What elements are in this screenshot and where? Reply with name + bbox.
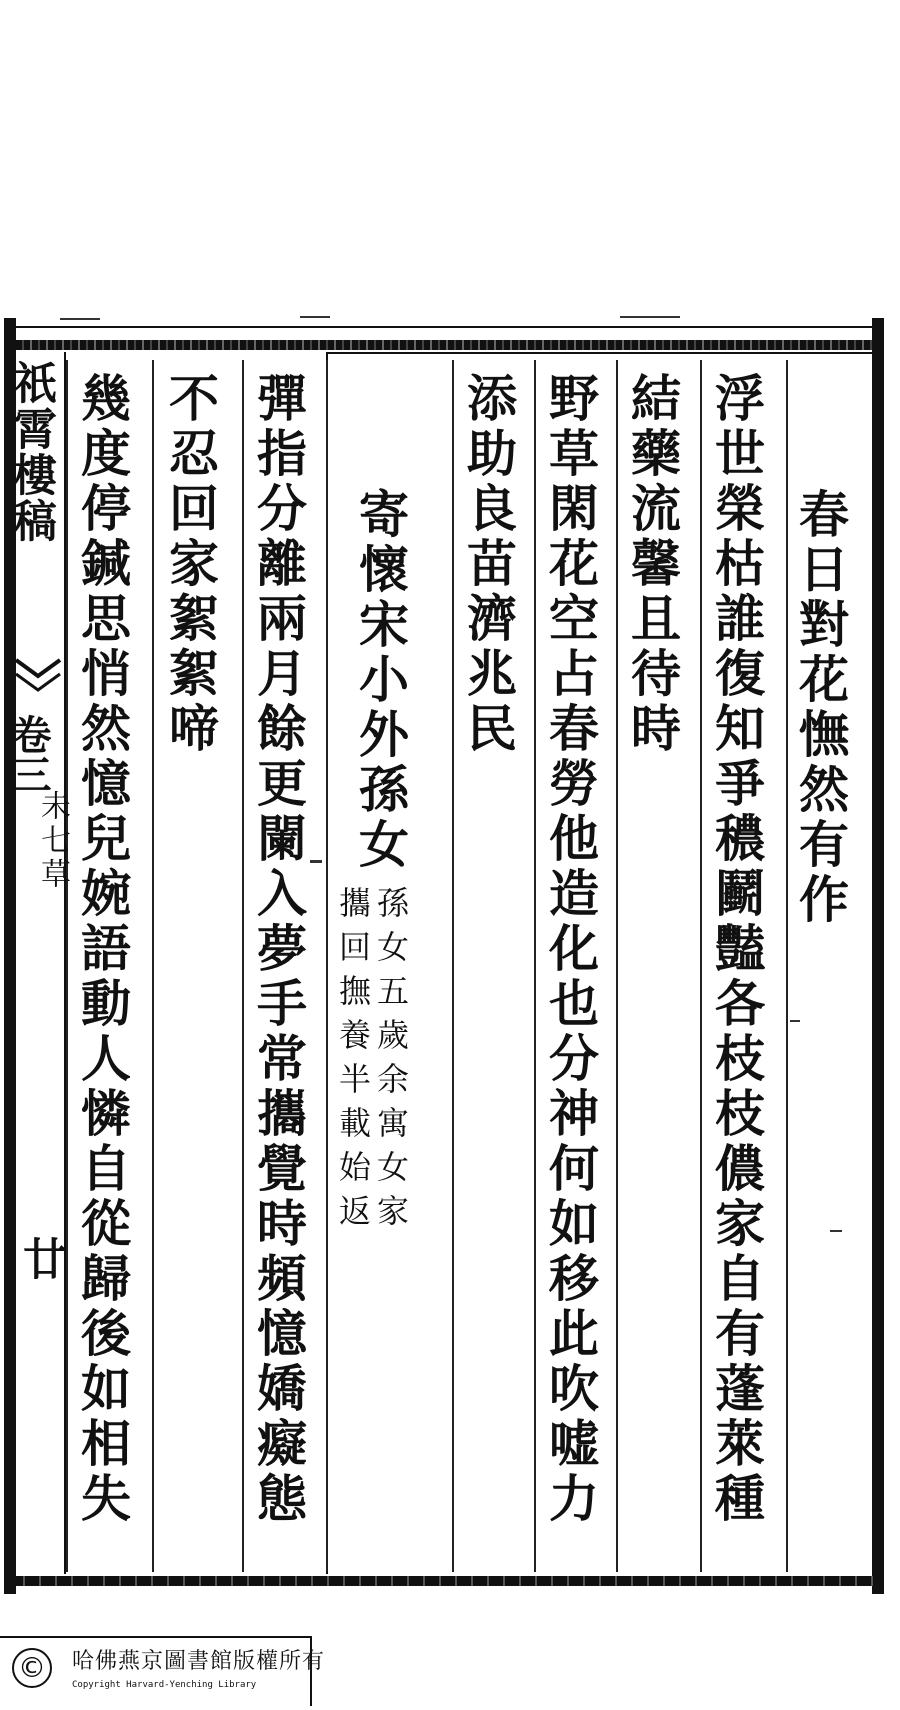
bottom-border	[16, 1576, 878, 1586]
copyright-text-zh: 哈佛燕京圖書館版權所有	[72, 1649, 326, 1674]
poem-note: 攜回撫養半載始返	[334, 886, 372, 1238]
column-divider	[700, 360, 702, 1572]
poem-line: 結藥流馨且待時	[623, 372, 682, 757]
scan-speck	[830, 1230, 842, 1232]
poem-title: 春日對花憮然有作	[791, 488, 850, 928]
column-divider	[616, 360, 618, 1572]
column-divider	[534, 360, 536, 1572]
column-divider	[452, 360, 454, 1572]
poem-line: 不忍回家絮絮啼	[161, 372, 220, 757]
top-border	[16, 340, 878, 350]
book-title: 祇霄樓稿	[5, 360, 56, 544]
poem-line: 幾度停鍼思悄然憶兒婉語動人憐自從歸後如相失	[73, 372, 132, 1527]
scan-speck	[790, 1020, 800, 1022]
poem-title: 寄懷宋小外孫女	[351, 488, 410, 873]
copyright-icon: ©	[12, 1648, 52, 1688]
column-divider	[786, 360, 788, 1572]
column-divider	[152, 360, 154, 1572]
folio-number: 廿	[15, 1236, 66, 1280]
banner-divider	[64, 352, 66, 1574]
copyright-text-en: Copyright Harvard-Yenching Library	[72, 1680, 257, 1690]
scan-speck	[620, 316, 680, 318]
column-divider	[242, 360, 244, 1572]
volume-label: 卷三	[5, 714, 52, 794]
volume-subtitle: 未七草	[35, 790, 70, 892]
column-divider	[326, 360, 328, 1572]
poem-line: 添助良苗濟兆民	[459, 372, 518, 757]
scan-speck	[310, 860, 322, 863]
top-border-line	[16, 326, 878, 328]
scan-speck	[300, 316, 330, 318]
poem-line: 野草閑花空占春勞他造化也分神何如移此吹嘘力	[541, 372, 600, 1527]
poem-line: 彈指分離兩月餘更闌入夢手常攜覺時頻憶嬌癡態	[249, 372, 308, 1527]
column-divider	[66, 360, 68, 1572]
poem-line: 浮世榮枯誰復知爭穠鬬豔各枝枝儂家自有蓬萊種	[707, 372, 766, 1527]
poem-note: 孫女五歲余寓女家	[372, 886, 410, 1238]
fishtail-mark-icon	[14, 656, 62, 696]
scan-speck	[60, 318, 100, 320]
